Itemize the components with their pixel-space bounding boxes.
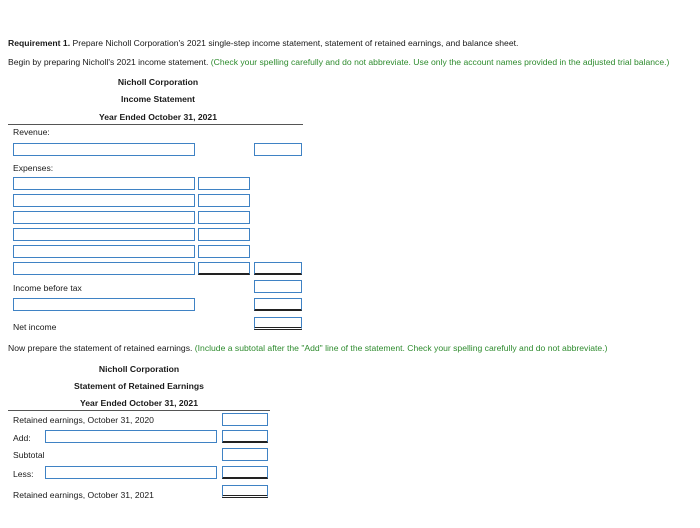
retained-company-name: Nicholl Corporation <box>98 364 180 374</box>
expense-3-account-input[interactable] <box>13 211 195 224</box>
requirement-text: Prepare Nicholl Corporation's 2021 single-step income statement, statement of retained earnings, and balance sheet. <box>70 38 519 48</box>
expense-4-amount-input[interactable] <box>198 228 250 241</box>
add-account-input[interactable] <box>45 430 217 443</box>
retained-intro <box>8 343 607 354</box>
expense-5-amount-input[interactable] <box>198 245 250 258</box>
add-label: Add: <box>13 433 31 443</box>
income-heading-rule <box>8 124 303 125</box>
subtotal-input[interactable] <box>222 448 268 461</box>
net-income-input[interactable] <box>254 317 302 330</box>
expense-5-account-input[interactable] <box>13 245 195 258</box>
expense-6-amount-input[interactable] <box>198 262 250 275</box>
retained-intro-hint: (Include a subtotal after the "Add" line of the statement. Check your spelling carefully and do not abbreviate.) <box>194 343 608 353</box>
retained-heading-rule <box>8 410 270 411</box>
income-intro <box>8 57 669 68</box>
expenses-label: Expenses: <box>13 163 54 173</box>
expense-2-amount-input[interactable] <box>198 194 250 207</box>
expense-1-account-input[interactable] <box>13 177 195 190</box>
retained-intro-text: Now prepare the statement of retained earnings. <box>8 343 195 353</box>
net-income-label: Net income <box>13 322 57 332</box>
ending-retained-label: Retained earnings, October 31, 2021 <box>13 490 154 500</box>
tax-expense-account-input[interactable] <box>13 298 195 311</box>
income-before-tax-label: Income before tax <box>13 283 82 293</box>
income-intro-text: Begin by preparing Nicholl's 2021 income statement. <box>8 57 211 67</box>
subtotal-label: Subtotal <box>13 450 45 460</box>
revenue-amount-input[interactable] <box>254 143 302 156</box>
requirement-line <box>8 38 518 49</box>
expense-6-account-input[interactable] <box>13 262 195 275</box>
retained-period: Year Ended October 31, 2021 <box>80 398 198 408</box>
revenue-label: Revenue: <box>13 127 50 137</box>
less-account-input[interactable] <box>45 466 217 479</box>
income-intro-hint: (Check your spelling carefully and do not abbreviate. Use only the account names provided in the adjusted trial balance.) <box>210 57 670 67</box>
income-period: Year Ended October 31, 2021 <box>99 112 217 122</box>
expense-1-amount-input[interactable] <box>198 177 250 190</box>
expense-2-account-input[interactable] <box>13 194 195 207</box>
ending-retained-input[interactable] <box>222 485 268 498</box>
total-expenses-input[interactable] <box>254 262 302 275</box>
income-company-name: Nicholl Corporation <box>117 77 199 87</box>
retained-statement-title: Statement of Retained Earnings <box>74 381 204 391</box>
beginning-retained-label: Retained earnings, October 31, 2020 <box>13 415 154 425</box>
less-amount-input[interactable] <box>222 466 268 479</box>
requirement-label: Requirement 1. <box>8 38 71 48</box>
income-statement-title: Income Statement <box>120 94 196 104</box>
less-label: Less: <box>13 469 34 479</box>
expense-4-account-input[interactable] <box>13 228 195 241</box>
expense-3-amount-input[interactable] <box>198 211 250 224</box>
beginning-retained-input[interactable] <box>222 413 268 426</box>
revenue-account-input[interactable] <box>13 143 195 156</box>
add-amount-input[interactable] <box>222 430 268 443</box>
income-before-tax-input[interactable] <box>254 280 302 293</box>
tax-expense-amount-input[interactable] <box>254 298 302 311</box>
